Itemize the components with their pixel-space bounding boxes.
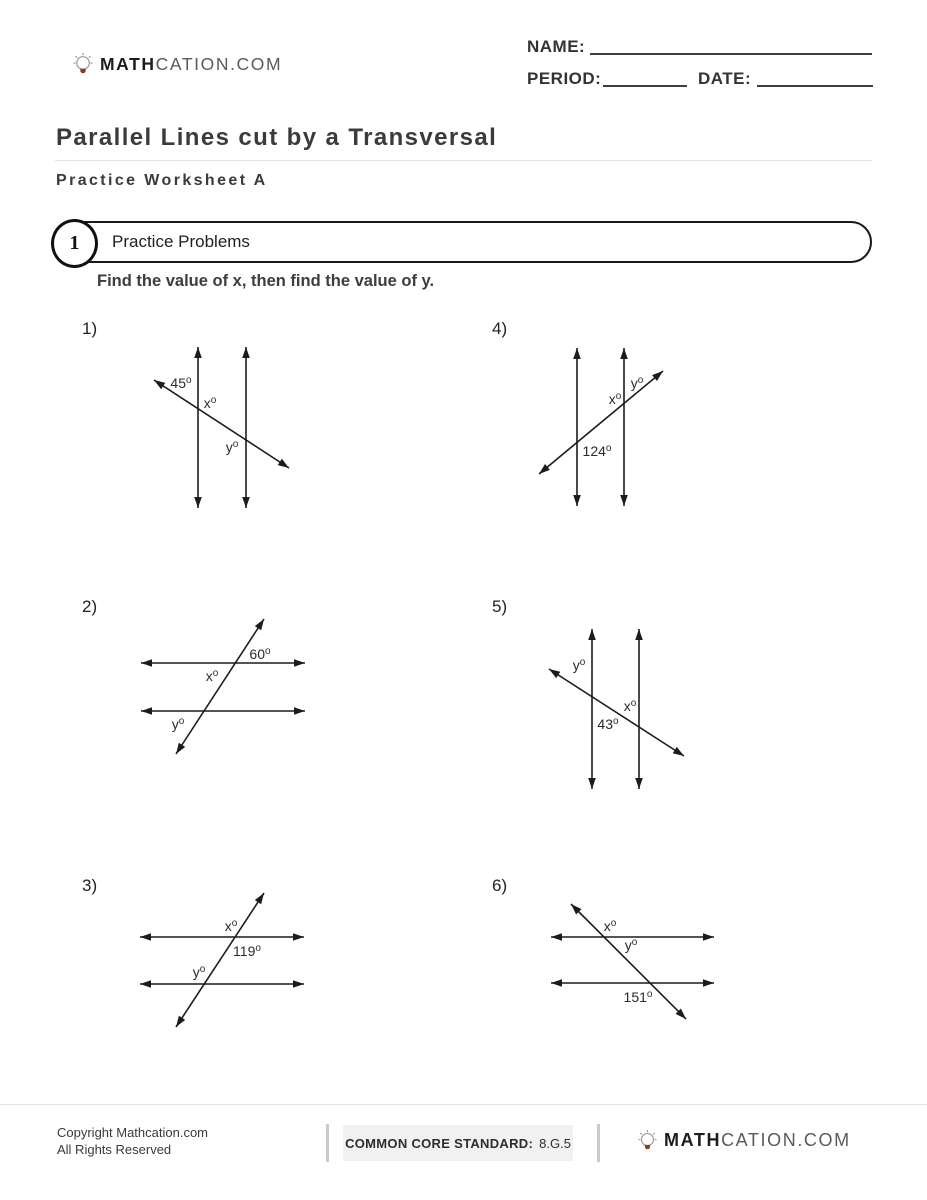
period-blank-line bbox=[603, 85, 687, 87]
common-core-standard-box bbox=[343, 1125, 573, 1161]
logo-text-light: CATION.COM bbox=[721, 1130, 851, 1150]
svg-text:119o: 119$^o$ bbox=[233, 943, 261, 959]
lightbulb-icon bbox=[637, 1128, 658, 1153]
svg-text:xo: $x^o$ bbox=[224, 918, 238, 934]
title-divider bbox=[55, 160, 872, 161]
standard-label: COMMON CORE STANDARD: bbox=[345, 1135, 534, 1151]
copyright-text bbox=[57, 1124, 208, 1158]
svg-text:yo: $y^o$ bbox=[225, 439, 239, 455]
svg-text:xo: $x^o$ bbox=[608, 391, 622, 407]
copyright-line-1: Copyright Mathcation.com bbox=[57, 1125, 209, 1140]
mathcation-logo bbox=[72, 51, 282, 77]
logo-text-bold: MATH bbox=[100, 53, 156, 74]
problem-number: 4) bbox=[492, 319, 508, 338]
svg-text:yo: $y^o$ bbox=[192, 964, 206, 980]
name-label: NAME: bbox=[527, 37, 586, 56]
problem-number: 2) bbox=[82, 597, 98, 616]
period-label: PERIOD: bbox=[527, 69, 602, 88]
logo-text bbox=[100, 54, 282, 75]
name-blank-line bbox=[590, 53, 872, 55]
section-pill bbox=[57, 221, 872, 263]
svg-text:xo: $x^o$ bbox=[603, 918, 617, 934]
date-label: DATE: bbox=[698, 69, 752, 88]
svg-text:yo: $y^o$ bbox=[630, 375, 644, 391]
problem-number: 1) bbox=[82, 319, 98, 338]
problem-number: 3) bbox=[82, 876, 98, 895]
svg-text:yo: $y^o$ bbox=[171, 716, 185, 732]
svg-text:43o: 43$^o$ bbox=[597, 716, 619, 732]
problem-number: 5) bbox=[492, 597, 508, 616]
problem-number: 6) bbox=[492, 876, 508, 895]
problem-1-diagram bbox=[70, 315, 480, 575]
mathcation-footer-logo bbox=[637, 1128, 851, 1153]
logo-text-bold: MATH bbox=[664, 1130, 722, 1150]
lightbulb-icon bbox=[72, 51, 94, 77]
problem-5-diagram bbox=[480, 590, 890, 850]
footer-divider bbox=[0, 1104, 927, 1105]
section-number-badge: 1 bbox=[51, 219, 98, 268]
logo-text-light: CATION.COM bbox=[155, 53, 283, 74]
copyright-line-2: All Rights Reserved bbox=[57, 1142, 172, 1157]
svg-text:xo: $x^o$ bbox=[203, 395, 217, 411]
instruction-text: Find the value of x, then find the value of y. bbox=[97, 272, 435, 290]
problem-2-diagram bbox=[70, 590, 480, 850]
problem-4 bbox=[480, 315, 890, 590]
standard-value: 8.G.5 bbox=[539, 1135, 571, 1151]
problem-5 bbox=[480, 590, 890, 865]
section-title: Practice Problems bbox=[112, 232, 250, 251]
problem-4-diagram bbox=[480, 315, 890, 575]
svg-text:124o: 124$^o$ bbox=[582, 443, 612, 459]
logo-text bbox=[664, 1130, 851, 1151]
footer-separator-bar bbox=[597, 1124, 600, 1162]
svg-text:yo: $y^o$ bbox=[624, 937, 638, 953]
svg-text:45o: 45$^o$ bbox=[170, 375, 192, 391]
svg-text:yo: $y^o$ bbox=[572, 657, 586, 673]
problem-6-diagram bbox=[480, 865, 890, 1085]
worksheet-subtitle: Practice Worksheet A bbox=[56, 172, 268, 189]
problem-2 bbox=[70, 590, 480, 865]
svg-text:xo: $x^o$ bbox=[623, 698, 637, 714]
page-title: Parallel Lines cut by a Transversal bbox=[56, 124, 498, 151]
svg-text:60o: 60$^o$ bbox=[249, 646, 271, 662]
problem-3 bbox=[70, 865, 480, 1100]
date-blank-line bbox=[757, 85, 873, 87]
footer-separator-bar bbox=[326, 1124, 329, 1162]
problem-3-diagram bbox=[70, 865, 480, 1085]
svg-text:xo: $x^o$ bbox=[205, 668, 219, 684]
problem-1 bbox=[70, 315, 480, 590]
svg-text:151o: 151$^o$ bbox=[623, 989, 653, 1005]
problem-6 bbox=[480, 865, 890, 1100]
